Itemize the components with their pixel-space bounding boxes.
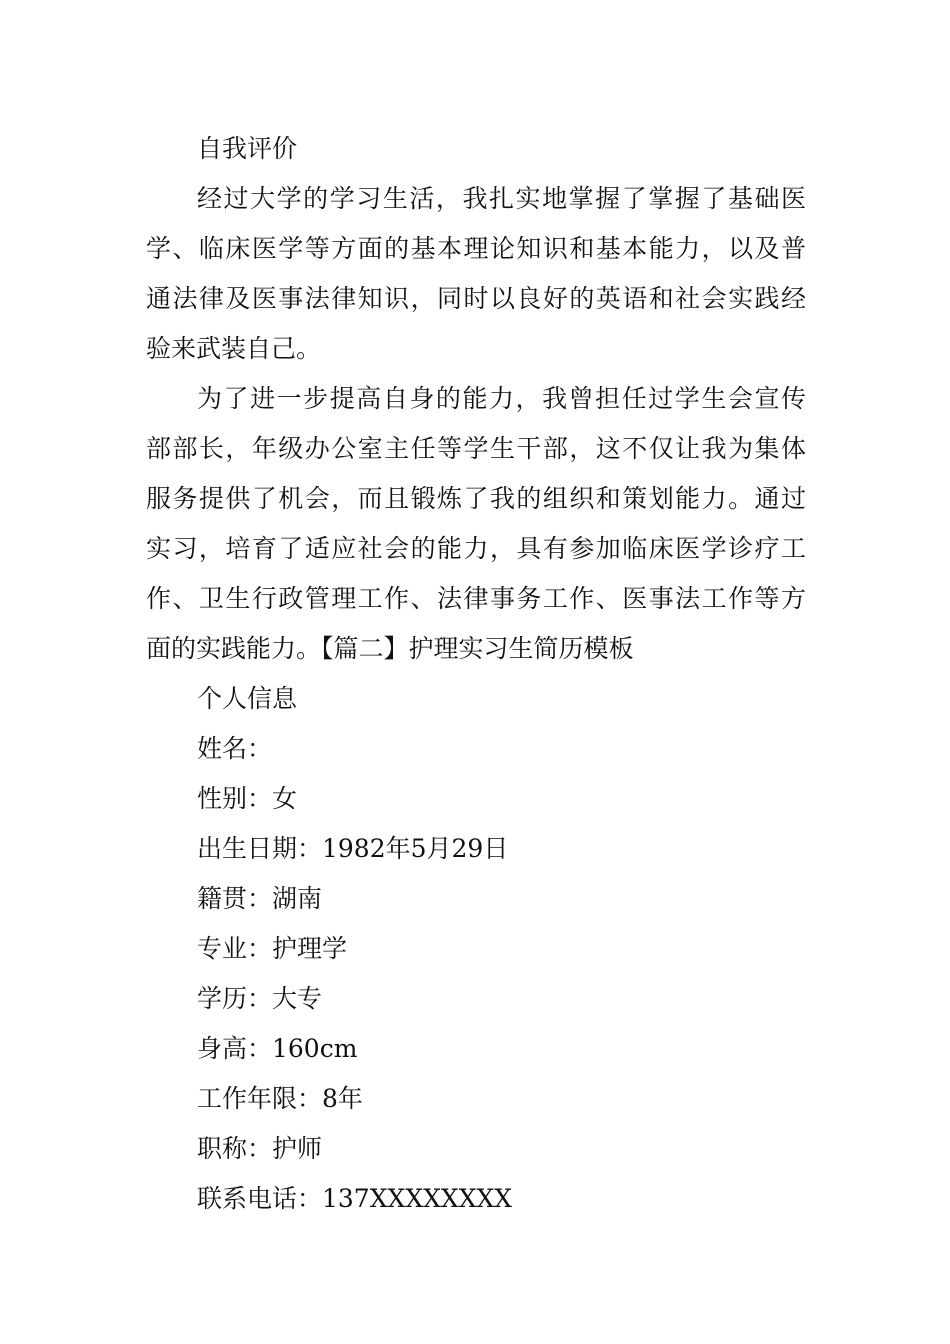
paragraph-2-line: 为了进一步提高自身的能力，我曾担任过学生会宣传	[197, 384, 806, 413]
info-field-work-years: 工作年限：8年	[197, 1084, 363, 1113]
paragraph-2-line: 作、卫生行政管理工作、法律事务工作、医事法工作等方	[146, 584, 806, 613]
paragraph-2-line: 面的实践能力。【篇二】护理实习生简历模板	[146, 634, 634, 663]
info-field-birthdate: 出生日期：1982年5月29日	[197, 834, 509, 863]
info-field-height: 身高：160cm	[197, 1034, 358, 1063]
paragraph-2-line: 实习，培育了适应社会的能力，具有参加临床医学诊疗工	[146, 534, 806, 563]
paragraph-1-line: 通法律及医事法律知识，同时以良好的英语和社会实践经	[146, 284, 806, 313]
personal-info-heading: 个人信息	[197, 684, 298, 713]
paragraph-1-line: 学、临床医学等方面的基本理论知识和基本能力，以及普	[146, 234, 806, 263]
info-field-hometown: 籍贯：湖南	[197, 884, 323, 913]
paragraph-1-line: 经过大学的学习生活，我扎实地掌握了掌握了基础医	[197, 184, 806, 213]
section-title: 自我评价	[197, 134, 298, 163]
info-field-education: 学历：大专	[197, 984, 323, 1013]
info-field-major: 专业：护理学	[197, 934, 348, 963]
info-field-gender: 性别：女	[197, 784, 298, 813]
info-field-phone: 联系电话：137XXXXXXXX	[197, 1184, 513, 1213]
info-field-name: 姓名：	[197, 734, 273, 763]
paragraph-1-line: 验来武装自己。	[146, 334, 322, 363]
paragraph-2-line: 部部长，年级办公室主任等学生干部，这不仅让我为集体	[146, 434, 806, 463]
info-field-title: 职称：护师	[197, 1134, 323, 1163]
paragraph-2-line: 服务提供了机会，而且锻炼了我的组织和策划能力。通过	[146, 484, 806, 513]
